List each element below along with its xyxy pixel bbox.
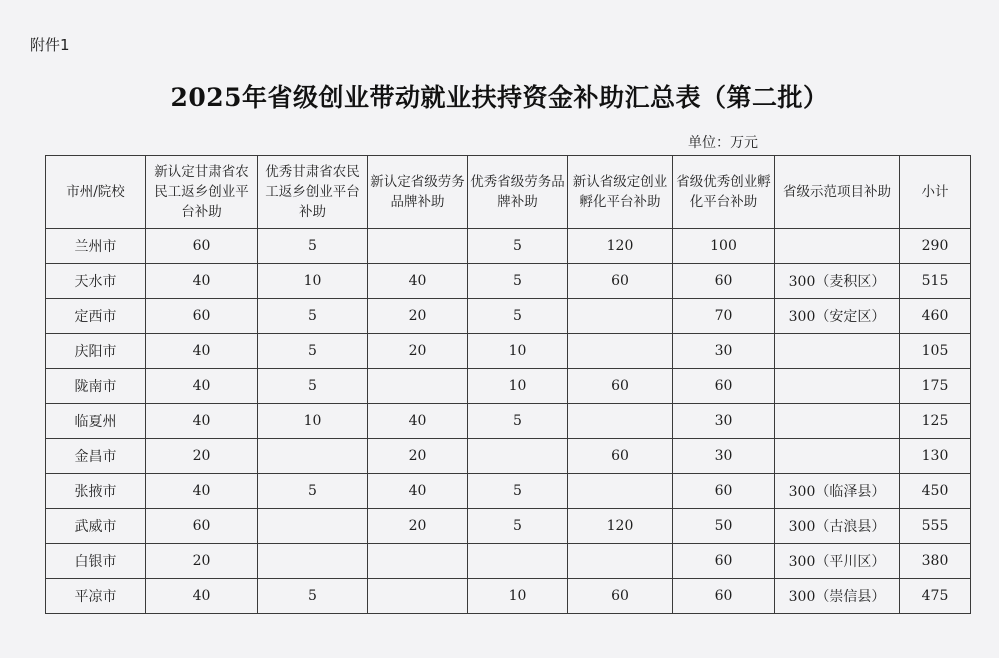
table-row <box>46 404 971 439</box>
cell-value: 60 <box>568 579 673 614</box>
column-header-demo-project: 省级示范项目补助 <box>775 156 900 229</box>
cell-value: 5 <box>468 264 568 299</box>
column-header-new-labor-brand: 新认定省级劳务品牌补助 <box>368 156 468 229</box>
cell-city: 平凉市 <box>46 579 146 614</box>
cell-value: 40 <box>146 404 258 439</box>
attachment-label: 附件1 <box>30 36 70 54</box>
cell-city: 武威市 <box>46 509 146 544</box>
cell-subtotal: 105 <box>900 334 971 369</box>
cell-value: 70 <box>673 299 775 334</box>
cell-subtotal: 130 <box>900 439 971 474</box>
cell-value: 120 <box>568 509 673 544</box>
cell-value: 40 <box>146 369 258 404</box>
table-row <box>46 439 971 474</box>
cell-value: 20 <box>146 544 258 579</box>
cell-value: 5 <box>468 404 568 439</box>
cell-value <box>258 439 368 474</box>
cell-demo-project <box>775 404 900 439</box>
cell-value: 40 <box>146 334 258 369</box>
cell-value: 40 <box>368 474 468 509</box>
column-header-new-incubation-platform: 新认省级定创业孵化平台补助 <box>568 156 673 229</box>
cell-value <box>468 439 568 474</box>
cell-subtotal: 380 <box>900 544 971 579</box>
cell-value: 5 <box>468 474 568 509</box>
cell-value <box>568 404 673 439</box>
cell-demo-project: 300（崇信县） <box>775 579 900 614</box>
cell-value: 5 <box>258 369 368 404</box>
cell-value: 10 <box>258 264 368 299</box>
table-row <box>46 299 971 334</box>
cell-value: 60 <box>568 264 673 299</box>
cell-value: 10 <box>468 334 568 369</box>
table-row <box>46 334 971 369</box>
cell-value: 40 <box>368 264 468 299</box>
cell-value: 5 <box>258 299 368 334</box>
cell-demo-project: 300（古浪县） <box>775 509 900 544</box>
cell-value <box>368 544 468 579</box>
cell-value <box>258 509 368 544</box>
table-row <box>46 369 971 404</box>
table-row <box>46 579 971 614</box>
cell-value: 5 <box>468 509 568 544</box>
unit-label: 单位：万元 <box>688 135 758 151</box>
cell-value: 20 <box>368 334 468 369</box>
cell-demo-project <box>775 229 900 264</box>
table-header-row <box>46 156 971 229</box>
table-row <box>46 544 971 579</box>
cell-subtotal: 125 <box>900 404 971 439</box>
cell-value: 5 <box>468 299 568 334</box>
cell-value: 60 <box>673 579 775 614</box>
cell-value <box>368 229 468 264</box>
cell-value: 40 <box>146 579 258 614</box>
cell-subtotal: 475 <box>900 579 971 614</box>
cell-city: 陇南市 <box>46 369 146 404</box>
column-header-city: 市州/院校 <box>46 156 146 229</box>
column-header-excellent-incubation-platform: 省级优秀创业孵化平台补助 <box>673 156 775 229</box>
cell-demo-project <box>775 369 900 404</box>
cell-value: 40 <box>146 474 258 509</box>
cell-value: 60 <box>146 299 258 334</box>
cell-value <box>568 544 673 579</box>
cell-value: 20 <box>368 299 468 334</box>
cell-city: 金昌市 <box>46 439 146 474</box>
cell-value: 60 <box>673 544 775 579</box>
cell-value <box>568 474 673 509</box>
cell-value: 10 <box>468 579 568 614</box>
cell-value: 30 <box>673 334 775 369</box>
cell-value: 40 <box>146 264 258 299</box>
cell-value: 20 <box>368 439 468 474</box>
cell-value: 5 <box>258 579 368 614</box>
cell-value <box>368 369 468 404</box>
cell-value: 60 <box>568 439 673 474</box>
cell-value: 5 <box>258 229 368 264</box>
table-row <box>46 264 971 299</box>
cell-demo-project: 300（安定区） <box>775 299 900 334</box>
cell-value: 120 <box>568 229 673 264</box>
cell-value <box>468 544 568 579</box>
cell-city: 兰州市 <box>46 229 146 264</box>
cell-value: 10 <box>468 369 568 404</box>
cell-demo-project <box>775 334 900 369</box>
cell-subtotal: 175 <box>900 369 971 404</box>
cell-subtotal: 450 <box>900 474 971 509</box>
cell-value <box>568 334 673 369</box>
cell-value: 60 <box>568 369 673 404</box>
cell-demo-project: 300（平川区） <box>775 544 900 579</box>
cell-subtotal: 555 <box>900 509 971 544</box>
column-header-excellent-labor-brand: 优秀省级劳务品牌补助 <box>468 156 568 229</box>
table-row <box>46 474 971 509</box>
cell-value: 100 <box>673 229 775 264</box>
cell-demo-project: 300（临泽县） <box>775 474 900 509</box>
table-row <box>46 509 971 544</box>
cell-city: 庆阳市 <box>46 334 146 369</box>
cell-value: 20 <box>146 439 258 474</box>
cell-value: 60 <box>673 474 775 509</box>
table-row <box>46 229 971 264</box>
cell-city: 天水市 <box>46 264 146 299</box>
cell-value: 60 <box>673 264 775 299</box>
cell-city: 定西市 <box>46 299 146 334</box>
column-header-subtotal: 小计 <box>900 156 971 229</box>
cell-value: 40 <box>368 404 468 439</box>
document-title: 2025年省级创业带动就业扶持资金补助汇总表（第二批） <box>170 83 829 112</box>
cell-value: 30 <box>673 439 775 474</box>
cell-subtotal: 460 <box>900 299 971 334</box>
cell-city: 临夏州 <box>46 404 146 439</box>
cell-value: 5 <box>258 474 368 509</box>
cell-value: 10 <box>258 404 368 439</box>
cell-value: 20 <box>368 509 468 544</box>
cell-value <box>368 579 468 614</box>
cell-subtotal: 515 <box>900 264 971 299</box>
cell-value: 50 <box>673 509 775 544</box>
cell-value <box>258 544 368 579</box>
cell-value <box>568 299 673 334</box>
column-header-new-migrant-platform: 新认定甘肃省农民工返乡创业平台补助 <box>146 156 258 229</box>
cell-city: 白银市 <box>46 544 146 579</box>
cell-value: 60 <box>146 229 258 264</box>
cell-value: 5 <box>258 334 368 369</box>
cell-city: 张掖市 <box>46 474 146 509</box>
cell-value: 30 <box>673 404 775 439</box>
cell-value: 60 <box>146 509 258 544</box>
cell-value: 60 <box>673 369 775 404</box>
column-header-excellent-migrant-platform: 优秀甘肃省农民工返乡创业平台补助 <box>258 156 368 229</box>
cell-value: 5 <box>468 229 568 264</box>
cell-demo-project: 300（麦积区） <box>775 264 900 299</box>
cell-demo-project <box>775 439 900 474</box>
cell-subtotal: 290 <box>900 229 971 264</box>
funding-summary-table <box>45 155 971 614</box>
